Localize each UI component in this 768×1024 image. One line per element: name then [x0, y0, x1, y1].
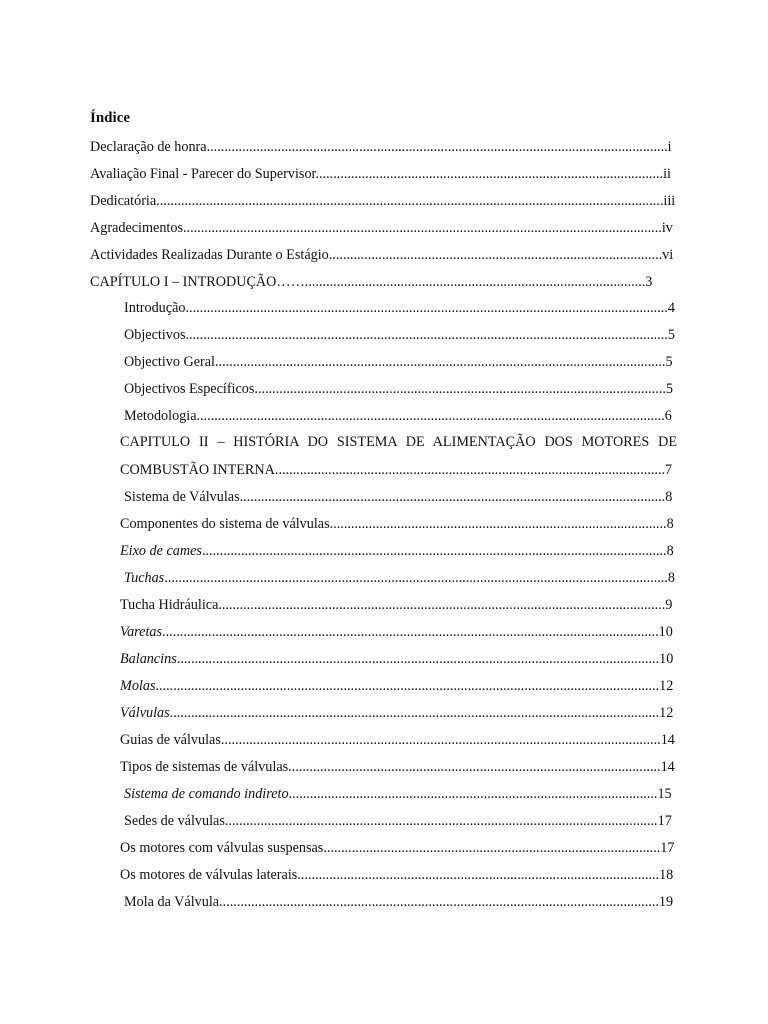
toc-leader-dots: ...............................................................................................................................: [215, 354, 666, 370]
toc-entry-page: 6: [664, 408, 672, 424]
index-title: Índice: [90, 110, 131, 126]
toc-entry: [124, 325, 677, 345]
toc-entry-title: Guias de válvulas: [120, 732, 221, 748]
toc-entry: [124, 379, 677, 399]
toc-entry-title: COMBUSTÃO INTERNA: [120, 462, 275, 478]
toc-entry-title: Actividades Realizadas Durante o Estágio: [90, 247, 329, 263]
toc-leader-dots: ............................................................................................................................................: [162, 624, 659, 640]
toc-entry: [124, 406, 677, 426]
toc-entry-page: 15: [657, 786, 672, 802]
toc-entry: [120, 730, 677, 750]
toc-leader-dots: ..........................................................................................................................: [224, 813, 658, 829]
toc-leader-dots: ..............................................................................................................................................: [164, 570, 668, 586]
toc-leader-dots: ..................................................................................................................................: [206, 139, 668, 155]
toc-entry: [120, 838, 677, 858]
toc-entry-page: 9: [665, 597, 673, 613]
toc-entry: [120, 649, 677, 669]
toc-entry-page: 8: [667, 570, 675, 586]
toc-leader-dots: ..............................................................................................................................: [218, 597, 666, 613]
toc-entry-page: 19: [658, 894, 674, 910]
toc-entry-title: Componentes do sistema de válvulas: [120, 516, 330, 532]
toc-leader-dots: ............................................................................................................................: [220, 732, 661, 748]
toc-entry: [90, 137, 676, 157]
toc-entry: [120, 703, 677, 723]
toc-entry-title: Mola da Válvula: [124, 894, 220, 910]
toc-leader-dots: ............................................................................................................................: [219, 894, 659, 910]
toc-leader-dots: ...............................................................................................: [329, 516, 667, 532]
toc-leader-dots: ................................................................................................: [304, 274, 646, 290]
toc-entry-page: 8: [665, 489, 673, 505]
toc-leader-dots: ........................................................................................................................................: [185, 300, 668, 316]
toc-entry: [90, 272, 657, 292]
toc-leader-dots: ..............................................................................................................................................: [155, 678, 660, 694]
toc-entry-page: 17: [660, 840, 675, 856]
toc-entry: [120, 676, 677, 696]
toc-entry-page: 10: [659, 651, 674, 667]
toc-entry-page: iv: [661, 220, 673, 236]
toc-entry: [120, 460, 677, 480]
toc-entry-title: CAPÍTULO I – INTRODUÇÃO……: [90, 274, 305, 290]
toc-entry-title: Objectivos: [124, 327, 186, 343]
toc-entry-page: 5: [667, 327, 675, 343]
toc-entry-title: Válvulas: [120, 705, 170, 721]
toc-entry-page: 14: [660, 759, 675, 775]
toc-entry: [124, 298, 677, 318]
toc-entry-page: 17: [657, 813, 672, 829]
toc-entry-page: iii: [663, 193, 676, 209]
toc-entry-title: Objectivo Geral: [124, 354, 215, 370]
toc-entry-title: Objectivos Específicos: [124, 381, 255, 397]
toc-chapter-two-heading: CAPITULO II – HISTÓRIA DO SISTEMA DE ALIMENTAÇÃO DOS MOTORES DE: [120, 434, 677, 450]
toc-entry: [124, 487, 677, 507]
toc-entry-title: Os motores de válvulas laterais: [120, 867, 298, 883]
toc-leader-dots: ....................................................................................................................: [254, 381, 666, 397]
toc-leader-dots: ...................................................................................................................................: [201, 543, 667, 559]
toc-entry: [120, 757, 677, 777]
toc-leader-dots: ..............................................................................................................: [274, 462, 666, 478]
toc-entry-title: Introdução: [124, 300, 186, 316]
toc-entry: [120, 541, 677, 561]
toc-entry-page: 14: [660, 732, 675, 748]
toc-entry-title: Declaração de honra: [90, 139, 207, 155]
toc-leader-dots: ...............................................................................................: [323, 840, 661, 856]
toc-entry-page: i: [667, 139, 672, 155]
toc-entry-page: vi: [662, 247, 674, 263]
toc-leader-dots: .........................................................................................................: [288, 759, 661, 775]
toc-entry-page: 12: [659, 705, 674, 721]
toc-leader-dots: ........................................................................................................................: [239, 489, 666, 505]
toc-entry: [90, 245, 677, 265]
toc-entry-page: 8: [666, 516, 674, 532]
toc-entry-title: Sistema de Válvulas: [124, 489, 240, 505]
toc-entry-title: Agradecimentos: [90, 220, 183, 236]
toc-entry-page: 12: [659, 678, 674, 694]
toc-entry-page: 3: [645, 274, 653, 290]
toc-leader-dots: ..............................................................................................: [328, 247, 663, 263]
toc-entry: [90, 164, 676, 184]
toc-entry-page: 8: [666, 543, 674, 559]
toc-leader-dots: ..........................................................................................................................................: [169, 705, 660, 721]
toc-entry-title: Molas: [120, 678, 156, 694]
toc-entry-title: Tucha Hidráulica: [120, 597, 219, 613]
toc-entry-page: 4: [667, 300, 675, 316]
toc-entry-title: Balancins: [120, 651, 177, 667]
toc-entry-page: 7: [665, 462, 673, 478]
toc-entry-page: 5: [665, 381, 673, 397]
toc-leader-dots: ........................................................................................................: [288, 786, 658, 802]
toc-leader-dots: ....................................................................................................................................: [196, 408, 665, 424]
toc-entry: [124, 784, 677, 804]
toc-entry-title: Tipos de sistemas de válvulas: [120, 759, 289, 775]
toc-entry-title: Avaliação Final - Parecer do Supervisor: [90, 166, 316, 182]
toc-entry-page: 18: [659, 867, 674, 883]
toc-entry: [90, 191, 678, 211]
toc-entry-title: Varetas: [120, 624, 163, 640]
toc-entry-title: Metodologia: [124, 408, 197, 424]
toc-entry-page: 10: [658, 624, 673, 640]
toc-entry-title: Sedes de válvulas: [124, 813, 225, 829]
toc-entry: [120, 595, 677, 615]
toc-entry: [124, 811, 677, 831]
toc-entry-title: Eixo de cames: [120, 543, 202, 559]
toc-entry: [120, 622, 677, 642]
toc-entry: [120, 514, 677, 534]
toc-leader-dots: ......................................................................................................: [297, 867, 660, 883]
toc-entry: [90, 218, 676, 238]
toc-leader-dots: ........................................................................................................................................: [185, 327, 668, 343]
toc-leader-dots: .......................................................................................................................................: [182, 220, 662, 236]
toc-entry-title: Tuchas: [124, 570, 165, 586]
toc-leader-dots: ...............................................................................................................................................: [156, 193, 664, 209]
toc-entry-title: Os motores com válvulas suspensas: [120, 840, 324, 856]
toc-entry: [124, 892, 677, 912]
toc-entry-page: 5: [665, 354, 673, 370]
toc-entry: [124, 352, 677, 372]
toc-entry-title: Dedicatória: [90, 193, 157, 209]
toc-entry-page: ii: [663, 166, 671, 182]
toc-entry-title: Sistema de comando indireto: [124, 786, 289, 802]
toc-entry: [120, 865, 677, 885]
toc-leader-dots: ........................................................................................................................................: [176, 651, 660, 667]
toc-leader-dots: ..................................................................................................: [315, 166, 664, 182]
toc-entry: [124, 568, 677, 588]
